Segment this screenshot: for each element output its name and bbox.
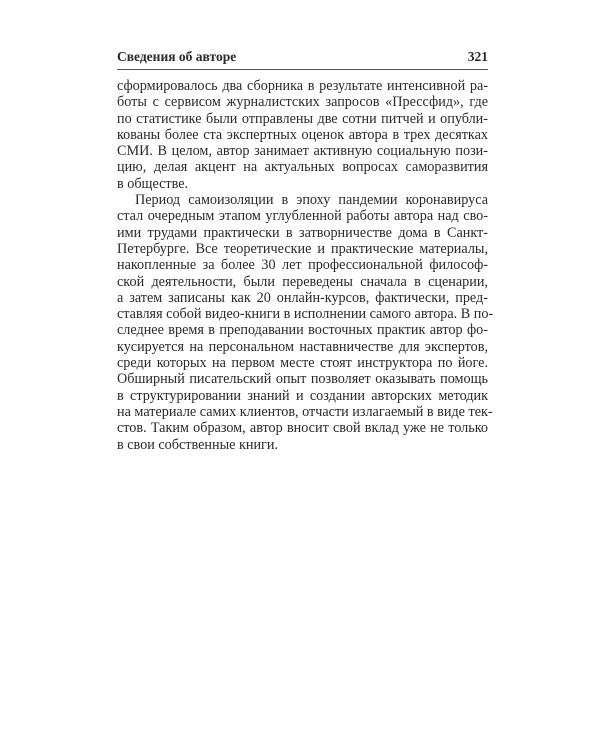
text-line: следнее время в преподавании восточных практик автор фо- xyxy=(117,322,488,339)
text-line: кусируется на персональном наставничестве для экспертов, xyxy=(117,338,488,355)
text-line: в структурировании знаний и создании авторских методик xyxy=(117,387,488,404)
text-line: Обширный писательский опыт позволяет оказывать помощь xyxy=(117,371,488,388)
text-line: ими трудами практически в затворничестве дома в Санкт- xyxy=(117,224,488,241)
text-line: СМИ. В целом, автор занимает активную социальную пози- xyxy=(117,143,488,160)
text-line: на материале самих клиентов, отчасти излагаемый в виде тек- xyxy=(117,403,493,420)
text-line: боты с сервисом журналистских запросов «Прессфид», где xyxy=(117,94,488,111)
text-line: стал очередным этапом углубленной работы автора над сво- xyxy=(117,208,488,225)
text-line: ской деятельности, были переведены сначала в сценарии, xyxy=(117,273,488,290)
text-line: по статистике были отправлены две сотни питчей и опубли- xyxy=(117,110,488,127)
running-header xyxy=(117,47,488,70)
text-line: среди которых на первом месте стоят инструктора по йоге. xyxy=(117,355,488,372)
text-line: а затем записаны как 20 онлайн-курсов, фактически, пред- xyxy=(117,289,488,306)
text-line: сформировалось два сборника в результате интенсивной ра- xyxy=(117,78,488,94)
text-line: кованы более ста экспертных оценок автора в трех десятках xyxy=(117,126,488,143)
running-header-title: Сведения об авторе xyxy=(117,49,237,64)
text-line: стов. Таким образом, автор вносит свой вклад уже не только xyxy=(117,420,488,437)
text-line: Петербурге. Все теоретические и практические материалы, xyxy=(117,240,488,257)
text-line: в свои собственные книги. xyxy=(117,436,278,453)
text-line: Период самоизоляции в эпоху пандемии коронавируса xyxy=(135,192,488,209)
text-line: накопленные за более 30 лет профессиональной философ- xyxy=(117,257,488,274)
text-line: в обществе. xyxy=(117,175,189,192)
paragraph-2 xyxy=(117,192,494,453)
page-number: 321 xyxy=(467,49,488,64)
paragraph-1 xyxy=(117,78,488,192)
text-line: ставляя собой видео-книги в исполнении самого автора. В по- xyxy=(117,306,494,323)
text-line: цию, делая акцент на актуальных вопросах саморазвития xyxy=(117,159,488,176)
page-body xyxy=(117,78,494,453)
